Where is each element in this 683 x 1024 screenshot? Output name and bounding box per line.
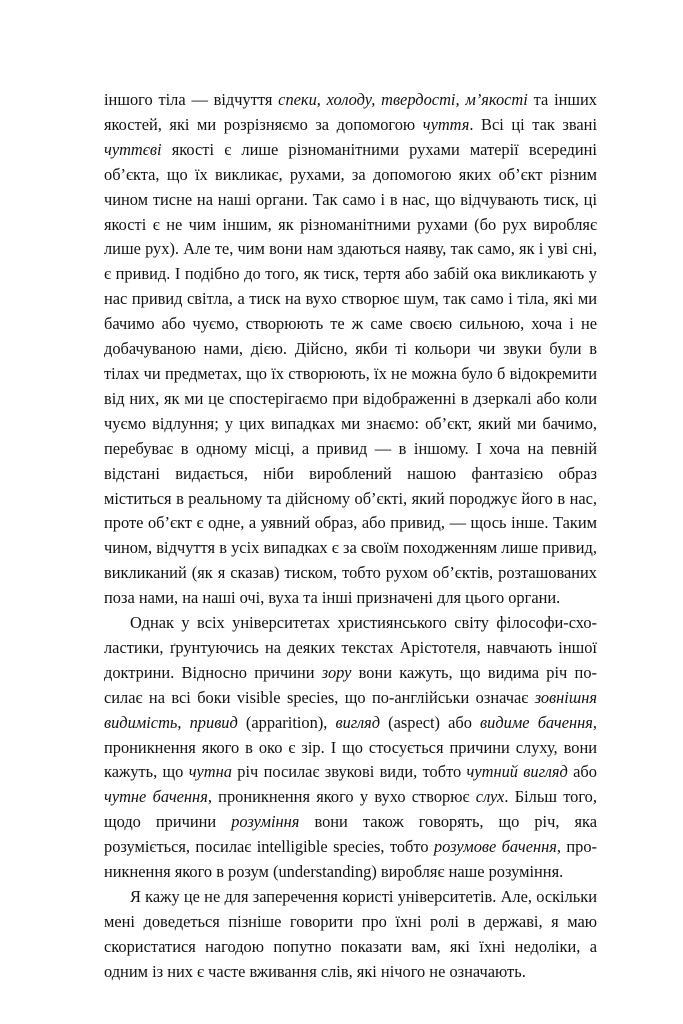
text-run: або [567,762,597,782]
text-run: . Всі ці так звані [469,114,598,134]
text-run: вони кажуть, що видима річ посилає на всі боки visible species, що по-англійськи означає [104,662,597,707]
text-run: , [177,712,190,732]
italic-term: слух [475,787,505,807]
text-run: Я кажу це не для заперечення користі університетів. Але, оскільки мені доведеться пізніше говорити про їхні ролі в державі, я маю скористатися нагодою попутно показати вам, які їхні недоліки, а одним із них є часте вживання слів, які нічого не означають. [104,887,597,981]
text-run: іншого тіла — відчуття [104,90,279,109]
text-run: (apparition), [237,712,336,732]
text-run: якості є лише різноманітними рухами матерії всередині об’єкта, що їх викликає, рухами, за допомогою яких об’єкт різним чином тисне на наші органи. Так само і в нас, що відчувають тиск, ці якості є не чим іншим, як різноманітними рухами (бо рух виробляє лише рух). Але те, чим вони нам здаються наяву, так само, як і уві сні, є привид. І подібно до того, як тиск, тертя або забій ока викликають у нас привид світла, а тиск на вухо створює шум, так само і тіла, які ми бачимо або чуємо, створюють те ж саме своєю сильною, хоча і не добачуваною нами, дією. Дійсно, якби ті кольори чи звуки були в тілах чи предметах, що їх створюють, їх не можна було б відокремити від них, як ми це спостерігаємо при відображенні в дзеркалі або коли чуємо відлуння; у цих випадках ми знаємо: об’єкт, який ми бачимо, перебуває в одному місці, а привид — в іншому. І хоча на певній відстані видається, ніби вироблений нашою фантазією образ міститься в реальному та дійсному об’єкті, який породжує його в нас, проте об’єкт є одне, а уявний образ, або привид, — щось інше. Таким чином, відчуття в усіх випадках є за своїм походженням лише привид, викликаний (як я сказав) тиском, тобто рухом об’єктів, розташованих поза нами, на наші очі, вуха та інші призначені для цього органи. [104,139,597,608]
text-run: , проникнення якого в око є зір. І що стосується причини слуху, вони кажуть, що [104,712,597,782]
text-run: . Більш того, щодо причини [104,787,597,832]
italic-term: чутне бачення [104,787,208,807]
text-run: та інших якостей, які ми розрізняємо за допомогою [104,90,597,134]
text-run: Однак у всіх університетах християнського світу філософи-схоластики, ґрунтуючись на деяких текстах Арістотеля, навчають іншої доктрини. Відносно причини [104,613,597,682]
italic-term: розуміння [231,812,300,832]
text-run: вони також говорять, що річ, яка розуміється, посилає intelligible species, тобто [104,812,597,857]
italic-term: чуттєві [104,139,162,159]
italic-term: розумове бачення [433,837,557,857]
italic-term: видиме бачення [480,712,593,732]
italic-term: чутна [188,762,232,782]
italic-term: вигляд [335,712,381,732]
paragraph-3 [104,885,597,985]
italic-term: чутний вигляд [466,762,568,782]
paragraph-2 [104,611,597,885]
italic-term: привид [189,712,238,732]
page-body [104,88,597,985]
italic-term: зовнішня видимість [104,687,597,732]
italic-term: спеки, холоду, твердості, м’якості [278,90,528,109]
text-run: (aspect) або [380,712,481,732]
italic-term: зору [321,662,352,682]
italic-term: чуття [422,114,470,134]
text-run: , проникнення якого в розум (understanding) виробляє наше розуміння. [104,837,597,882]
text-run: річ посилає звукові види, тобто [231,762,467,782]
text-run: , проникнення якого у вухо створює [207,787,476,807]
paragraph-1 [104,88,597,611]
